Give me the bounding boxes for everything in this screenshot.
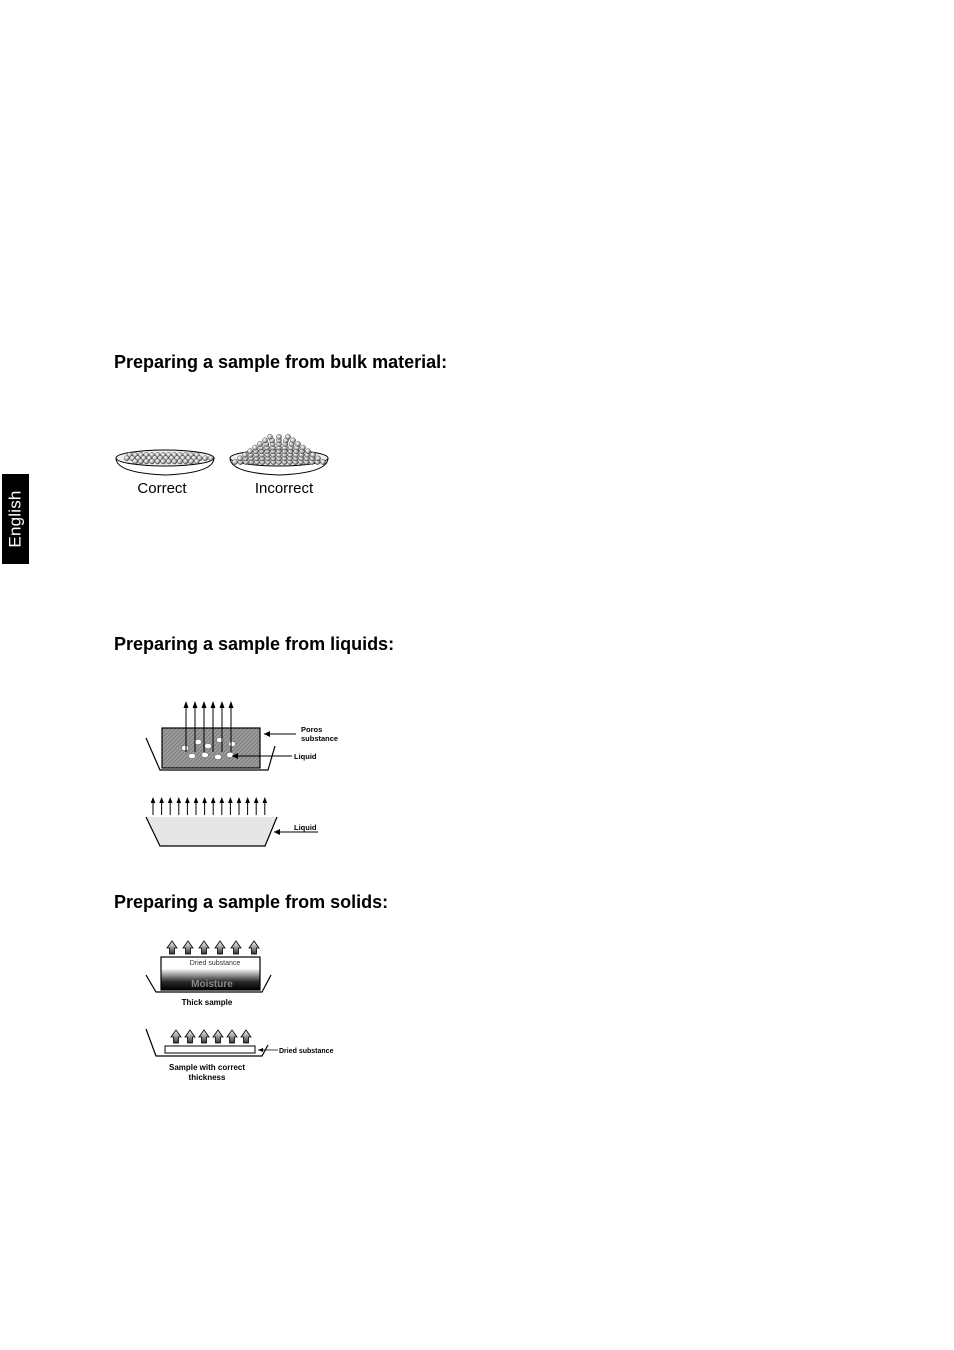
- pebble: [166, 459, 171, 464]
- porous-label-line1: Poros: [301, 725, 323, 734]
- dried-substance-side-label: Dried substance: [279, 1048, 334, 1055]
- pebble: [208, 456, 213, 461]
- liquids-illustration: [140, 700, 350, 850]
- pebble: [194, 459, 199, 464]
- pebble: [155, 459, 160, 464]
- pebble: [267, 434, 272, 439]
- arrow-head: [237, 797, 242, 803]
- liquid-droplet: [189, 753, 196, 758]
- heading-bulk-material: Preparing a sample from bulk material:: [114, 352, 448, 372]
- pebble: [133, 459, 138, 464]
- arrow-head: [177, 797, 182, 803]
- pebble: [144, 459, 149, 464]
- pebble: [290, 438, 295, 443]
- pebble: [247, 449, 252, 454]
- pebble: [257, 441, 262, 446]
- pebble: [305, 449, 310, 454]
- evaporation-block-arrow: [227, 1030, 237, 1043]
- language-tab-label: English: [5, 490, 25, 548]
- pebble: [315, 456, 320, 461]
- liquid-droplet: [195, 739, 202, 744]
- evaporation-block-arrow: [249, 941, 259, 954]
- solids-illustration: [140, 935, 350, 1085]
- evaporation-block-arrow: [171, 1030, 181, 1043]
- pebble: [161, 459, 166, 464]
- arrow-head: [168, 797, 173, 803]
- evaporation-block-arrow: [167, 941, 177, 954]
- arrow-head: [254, 797, 259, 803]
- arrow-head: [184, 701, 189, 708]
- liquid-dish: [146, 797, 318, 846]
- pebble: [124, 456, 129, 461]
- liquid-droplet: [205, 743, 212, 748]
- pebble: [242, 452, 247, 457]
- correct-thickness-label-line2: thickness: [188, 1073, 226, 1082]
- liquid-label-1: Liquid: [294, 752, 317, 761]
- porous-label-line2: substance: [301, 734, 339, 743]
- pebble: [310, 452, 315, 457]
- liquid-droplet: [229, 741, 236, 746]
- dried-substance-top-label: Dried substance: [189, 960, 241, 967]
- thick-sample: [146, 941, 271, 1007]
- arrow-head: [245, 797, 250, 803]
- arrow-head: [194, 797, 199, 803]
- moisture-label: Moisture: [191, 979, 233, 990]
- incorrect-label: Incorrect: [254, 480, 314, 497]
- evaporation-block-arrow: [241, 1030, 251, 1043]
- incorrect-dish: [230, 434, 328, 497]
- pebble: [203, 456, 208, 461]
- arrow-head: [211, 701, 216, 708]
- pebble: [237, 456, 242, 461]
- evaporation-block-arrow: [213, 1030, 223, 1043]
- pebble: [189, 459, 194, 464]
- language-tab: [2, 474, 29, 564]
- liquid-droplet: [182, 745, 189, 750]
- correct-dish: [116, 450, 214, 497]
- arrow-head: [185, 797, 190, 803]
- pebble: [172, 459, 177, 464]
- evaporation-block-arrow: [231, 941, 241, 954]
- pebble: [232, 459, 237, 464]
- thick-sample-label: Thick sample: [181, 998, 233, 1007]
- heading-solids: Preparing a sample from solids:: [114, 892, 389, 912]
- arrow-head: [202, 797, 207, 803]
- pebble: [300, 445, 305, 450]
- liquid-droplet: [215, 754, 222, 759]
- evaporation-block-arrow: [215, 941, 225, 954]
- evaporation-block-arrow: [199, 941, 209, 954]
- porous-substance-dish: [146, 701, 338, 770]
- arrow-head: [229, 701, 234, 708]
- arrow-head: [202, 701, 207, 708]
- arrow-head: [220, 797, 225, 803]
- pebble: [276, 434, 281, 439]
- pebble: [295, 441, 300, 446]
- pebble: [320, 459, 325, 464]
- correct-label: Correct: [137, 480, 187, 497]
- pebble: [262, 438, 267, 443]
- evaporation-block-arrow: [185, 1030, 195, 1043]
- evaporation-block-arrow: [199, 1030, 209, 1043]
- correct-thickness-label-line1: Sample with correct: [168, 1063, 246, 1072]
- liquid-droplet: [227, 752, 234, 757]
- pebble: [149, 459, 154, 464]
- heading-liquids: Preparing a sample from liquids:: [114, 634, 395, 654]
- arrow-head: [220, 701, 225, 708]
- arrow-head: [193, 701, 198, 708]
- liquid-droplet: [202, 752, 209, 757]
- arrow-head: [159, 797, 164, 803]
- liquid-label-2: Liquid: [294, 823, 317, 832]
- pebble: [177, 459, 182, 464]
- arrow-head: [263, 797, 268, 803]
- pebble: [252, 445, 257, 450]
- pebble: [183, 459, 188, 464]
- arrow-head: [151, 797, 156, 803]
- bulk-material-illustration: [110, 425, 340, 500]
- arrow-head: [211, 797, 216, 803]
- pebble: [138, 459, 143, 464]
- pebble: [285, 434, 290, 439]
- correct-thickness-sample: [146, 1029, 334, 1082]
- evaporation-block-arrow: [183, 941, 193, 954]
- arrow-head: [228, 797, 233, 803]
